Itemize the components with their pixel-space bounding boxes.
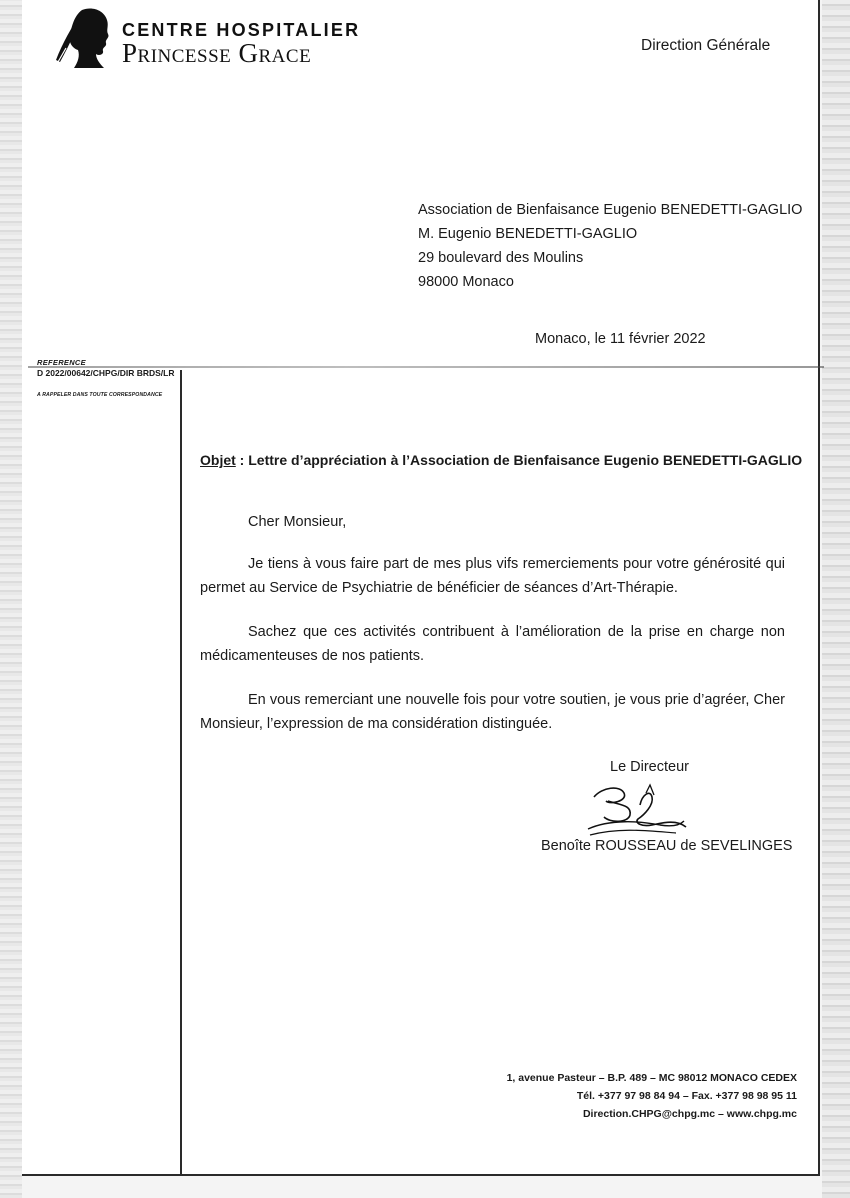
signatory-title: Le Directeur bbox=[610, 759, 689, 775]
recipient-address bbox=[418, 198, 802, 294]
body-paragraph: Sachez que ces activités contribuent à l’amélioration de la prise en charge non médicamenteuses de nos patients. bbox=[200, 624, 785, 664]
footer-address: 1, avenue Pasteur – B.P. 489 – MC 98012 MONACO CEDEX bbox=[506, 1072, 797, 1084]
body-paragraph: Je tiens à vous faire part de mes plus vifs remerciements pour votre générosité qui permet au Service de Psychiatrie de bénéficier de séances d’Art-Thérapie. bbox=[200, 556, 785, 596]
subject-label: Objet bbox=[200, 452, 236, 468]
recipient-line: 98000 Monaco bbox=[418, 274, 514, 290]
princess-silhouette-icon bbox=[52, 4, 118, 70]
footer-contact bbox=[507, 1069, 797, 1123]
signatory-name: Benoîte ROUSSEAU de SEVELINGES bbox=[541, 838, 793, 854]
reference-note: A RAPPELER DANS TOUTE CORRESPONDANCE bbox=[37, 392, 163, 398]
scan-edge-left bbox=[0, 0, 22, 1198]
subject-separator: : bbox=[235, 452, 249, 468]
handwritten-signature bbox=[580, 775, 700, 841]
letter-date: Monaco, le 11 février 2022 bbox=[535, 331, 706, 347]
recipient-line: M. Eugenio BENEDETTI-GAGLIO bbox=[418, 226, 638, 242]
salutation: Cher Monsieur, bbox=[248, 514, 347, 530]
scan-edge-right bbox=[822, 0, 850, 1198]
letter-body bbox=[200, 510, 785, 756]
department-label: Direction Générale bbox=[641, 37, 771, 54]
hospital-name-line2: Princesse Grace bbox=[122, 38, 312, 68]
reference-code: D 2022/00642/CHPG/DIR BRDS/LR bbox=[37, 368, 175, 378]
hospital-logo bbox=[52, 4, 361, 70]
subject-line bbox=[200, 452, 802, 468]
subject-text: Lettre d’appréciation à l’Association de Bienfaisance Eugenio BENEDETTI-GAGLIO bbox=[248, 452, 803, 468]
reference-block bbox=[37, 358, 177, 398]
recipient-line: 29 boulevard des Moulins bbox=[418, 250, 584, 266]
recipient-line: Association de Bienfaisance Eugenio BENEDETTI-GAGLIO bbox=[418, 202, 803, 218]
body-paragraph: En vous remerciant une nouvelle fois pour votre soutien, je vous prie d’agréer, Cher Monsieur, l’expression de ma considération distinguée. bbox=[200, 692, 785, 732]
hospital-name-line1: CENTRE HOSPITALIER bbox=[122, 20, 361, 40]
margin-rule bbox=[180, 370, 182, 1176]
footer-web: Direction.CHPG@chpg.mc – www.chpg.mc bbox=[582, 1108, 797, 1120]
footer-phone: Tél. +377 97 98 84 94 – Fax. +377 98 98 95 11 bbox=[576, 1090, 797, 1102]
reference-title: REFERENCE bbox=[37, 358, 86, 367]
